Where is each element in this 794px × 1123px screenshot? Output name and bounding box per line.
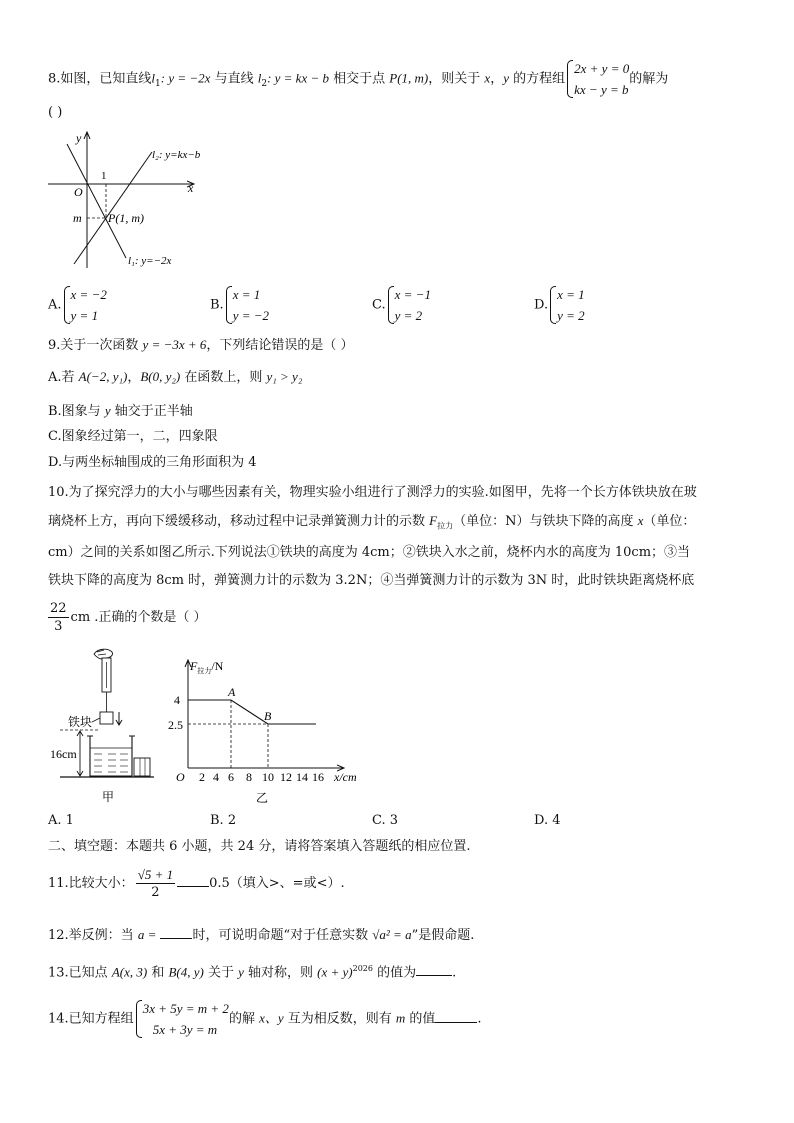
q10-option-a: A. 1 xyxy=(48,813,74,828)
q8-label-y: y xyxy=(76,131,82,145)
label-height: 16cm xyxy=(50,747,77,761)
q9-option-a: A.若 A(−2, y₁)，B(0, y₂) 在函数上，则 y₁ > y₂ xyxy=(48,369,303,385)
q10-chart-xtick: 4 xyxy=(213,770,219,784)
q8-label-origin: O xyxy=(74,185,83,199)
q9-option-d: D.与两坐标轴围成的三角形面积为 4 xyxy=(48,455,257,470)
q8-answer-paren: ( ) xyxy=(48,105,63,120)
q10-chart-origin: O xyxy=(176,770,185,784)
q10-chart-xtick: 10 xyxy=(262,770,274,784)
q10-chart-ytick-2-5: 2.5 xyxy=(168,718,183,732)
q11-answer-blank[interactable] xyxy=(177,874,209,887)
q11: 11.比较大小： $\frac{√5 + 1}{2}$ 0.5（填入>、=或<）. xyxy=(48,867,345,900)
q10-figure-yi xyxy=(164,656,374,806)
q10-chart-xtick: 2 xyxy=(199,770,205,784)
q8-line-l1 xyxy=(67,144,126,258)
q14-answer-blank[interactable] xyxy=(435,1010,477,1023)
q8-label-l1: l₁: y=−2x xyxy=(128,255,172,267)
q10-figure-jia xyxy=(50,646,160,806)
q10-line-2: 璃烧杯上方，再向下缓缓移动，移动过程中记录弹簧测力计的示数 $F_{拉力}$（单位：N）与铁块下降的高度 x（单位： xyxy=(48,513,696,531)
q8-option-d: D. x = 1 y = 2 xyxy=(534,284,585,326)
q8-figure xyxy=(40,128,230,270)
q8-option-b: B. x = 1 y = −2 xyxy=(210,284,269,326)
q10-chart-xtick: 8 xyxy=(246,770,252,784)
q8-label-x: x xyxy=(188,181,194,195)
q10-chart-y-label: $F_{拉力}/N$ xyxy=(190,659,224,675)
q8-label-l2: l₂: y=kx−b xyxy=(152,149,201,161)
q10-option-c: C. 3 xyxy=(372,813,399,828)
caption-yi: 乙 xyxy=(256,791,269,805)
q8-option-a: A. x = −2 y = 1 xyxy=(48,284,107,326)
q9-stem: 9.关于一次函数 y = −3x + 6，下列结论错误的是（ ） xyxy=(48,337,354,353)
q8-label-one: 1 xyxy=(101,170,107,182)
q10-chart-xtick: 16 xyxy=(312,770,324,784)
q14-equation-system: 3x + 5y = m + 2 5x + 3y = m xyxy=(134,998,229,1040)
q8-label-m: m xyxy=(73,211,82,225)
q10-option-d: D. 4 xyxy=(534,813,561,828)
q13-answer-blank[interactable] xyxy=(416,963,452,976)
beaker xyxy=(90,736,132,776)
q9-option-c: C.图象经过第一，二，四象限 xyxy=(48,429,218,444)
iron-block xyxy=(100,712,113,724)
q10-chart-ytick-4: 4 xyxy=(174,693,180,707)
q8-equation-system: 2x + y = 0 kx − y = b xyxy=(565,58,629,100)
q11-fraction: $\frac{√5 + 1}{2}$ xyxy=(137,867,174,900)
q8-option-c: C. x = −1 y = 2 xyxy=(372,284,431,326)
section-2-heading: 二、填空题：本题共 6 小题，共 24 分，请将答案填入答题纸的相应位置. xyxy=(48,839,471,854)
q10-chart-point-b: B xyxy=(264,709,272,723)
q8-line-l2 xyxy=(74,152,152,264)
q14: 14.已知方程组 3x + 5y = m + 2 5x + 3y = m 的解 x、y 互为相反数，则有 m 的值 . xyxy=(48,998,482,1040)
q10-chart-xtick: 6 xyxy=(228,770,234,784)
q10-chart-xtick: 12 xyxy=(280,770,292,784)
q10-chart-graph xyxy=(188,700,316,724)
q10-chart-x-label: x/cm xyxy=(334,770,357,784)
label-iron-block: 铁块 xyxy=(68,715,93,729)
q10-chart-point-a: A xyxy=(228,685,236,699)
q10-line-3: cm）之间的关系如图乙所示.下列说法①铁块的高度为 4cm；②铁块入水之前，烧杯内水的高度为 10cm；③当 xyxy=(48,545,691,560)
q8-stem: 8.如图，已知直线$l_1$: y = −2x 与直线 $l_2$: y = kx − b 相交于点 P(1, m)，则关于 x，y 的方程组 2x + y = 0 kx − y = b 的解为 xyxy=(48,58,668,100)
q10-chart-xtick: 14 xyxy=(296,770,308,784)
stand-block xyxy=(134,758,150,776)
q10-line-4: 铁块下降的高度为 8cm 时，弹簧测力计的示数为 3.2N；④当弹簧测力计的示数为 3N 时，此时铁块距离烧杯底 xyxy=(48,573,695,588)
q10-chart-xticks xyxy=(199,770,324,784)
caption-jia: 甲 xyxy=(102,790,115,804)
q12-answer-blank[interactable] xyxy=(160,926,192,939)
q9-option-b: B.图象与 y 轴交于正半轴 xyxy=(48,403,193,419)
q8-label-point-p: P(1, m) xyxy=(108,211,144,225)
q10-option-b: B. 2 xyxy=(210,813,237,828)
q10-line-5: $\frac{22}{3}$ cm .正确的个数是（ ） xyxy=(50,601,207,634)
q12: 12.举反例：当 a = 时，可说明命题“对于任意实数 √a² = a”是假命题. xyxy=(48,927,475,943)
q10-fraction: $\frac{22}{3}$ xyxy=(50,601,67,634)
q13: 13.已知点 A(x, 3) 和 B(4, y) 关于 y 轴对称，则 $(x + y)^{2026}$ 的值为 . xyxy=(48,964,457,981)
q10-line-1: 10.为了探究浮力的大小与哪些因素有关，物理实验小组进行了测浮力的实验.如图甲，先将一个长方体铁块放在玻 xyxy=(48,485,697,500)
